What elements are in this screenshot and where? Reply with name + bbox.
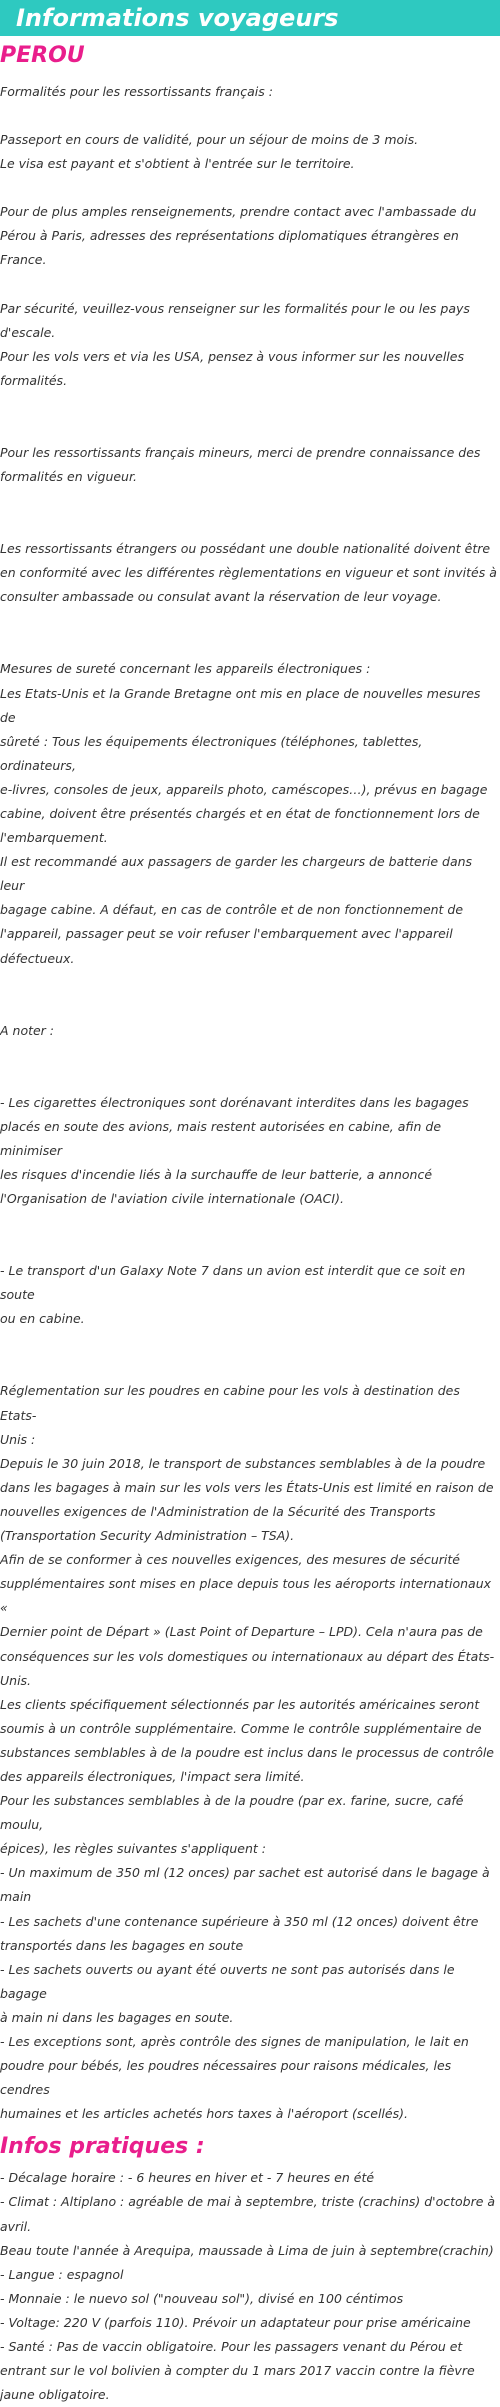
country-title: PEROU xyxy=(0,43,85,68)
spacer xyxy=(0,393,500,441)
passport-paragraph: Passeport en cours de validité, pour un séjour de moins de 3 mois. Le visa est payant et s'obtient à l'entrée sur le territoire. xyxy=(0,132,419,172)
spacer xyxy=(0,176,500,200)
header-banner xyxy=(0,0,500,36)
ecigarette-paragraph: - Les cigarettes électroniques sont dorénavant interdites dans les bagages placés en soute des avions, mais restent autorisées en cabine, afin de minimiser les risques d'incendie liés à la surchauffe de leur batterie, a annoncé l'Organisation de l'aviation civile internationale (OACI). xyxy=(0,1094,469,1207)
spacer xyxy=(0,273,500,297)
spacer xyxy=(0,489,500,537)
spacer xyxy=(0,1043,500,1091)
minors-paragraph: Pour les ressortissants français mineurs, merci de prendre connaissance des formalités en vigueur. xyxy=(0,444,481,485)
spacer xyxy=(0,609,500,657)
practical-info-list: - Décalage horaire : - 6 heures en hiver et - 7 heures en été - Climat : Altiplano : agréable de mai à septembre, triste (crachins) d'octobre à avril. Beau toute l'année à Arequipa, maussade à Lima de juin à septembre(crachin) - Langue : espagnol - Monnaie : le nuevo sol ("nouveau sol"), divisé en 100 céntimos - Voltage: 220 V (parfois 110). Prévoir un adaptateur pour prise américaine - Santé : Pas de vaccin obligatoire. Pour les passagers venant du Pérou et entrant sur le vol bolivien à compter du 1 mars 2017 vaccin contre la fièvre jaune obligatoire. xyxy=(0,2170,496,2403)
spacer xyxy=(0,1331,500,1379)
powder-regulation-paragraph: Réglementation sur les poudres en cabine pour les vols à destination des Etats- Unis : Depuis le 30 juin 2018, le transport de substances semblables à de la poudre dans les bagages à main sur les vols vers les États-Unis est limité en raison de nouvelles exigences de l'Administration de la Sécurité des Transports (Transportation Security Administration – TSA). Afin de se conformer à ces nouvelles exigences, des mesures de sécurité supplémentaires sont mises en place depuis tous les aéroports internationaux « Dernier point de Départ » (Last Point of Departure – LPD). Cela n'aura pas de conséquences sur les vols domestiques ou internationaux au départ des États- Unis. Les clients spécifiquement sélectionnés par les autorités américaines seront soumis à un contrôle supplémentaire. Comme le contrôle supplémentaire de substances semblables à de la poudre est inclus dans le processus de contrôle des appareils électroniques, l'impact sera limité. Pour les substances semblables à de la poudre (par ex. farine, sucre, café moulu, épices), les règles suivantes s'appliquent : - Un maximum de 350 ml (12 onces) par sachet est autorisé dans le bagage à main - Les sachets d'une contenance supérieure à 350 ml (12 onces) doivent être transportés dans les bagages en soute - Les sachets ouverts ou ayant été ouverts ne sont pas autorisés dans le bagage à main ni dans les bagages en soute. - Les exceptions sont, après contrôle des signes de manipulation, le lait en poudre pour bébés, les poudres nécessaires pour raisons médicales, les cendres humaines et les articles achetés hors taxes à l'aéroport (scellés). xyxy=(0,1383,495,2122)
content-body xyxy=(0,80,500,2407)
galaxy-note-paragraph: - Le transport d'un Galaxy Note 7 dans un avion est interdit que ce soit en soute ou en cabine. xyxy=(0,1263,466,1327)
stopover-paragraph: Par sécurité, veuillez-vous renseigner sur les formalités pour le ou les pays d'escale. Pour les vols vers et via les USA, pensez à vous informer sur les nouvelles formalités. xyxy=(0,300,470,388)
electronics-paragraph: Mesures de sureté concernant les appareils électroniques : Les Etats-Unis et la Grande Bretagne ont mis en place de nouvelles mesures de sûreté : Tous les équipements électroniques (téléphones, tablettes, ordinateurs, e-livres, consoles de jeux, appareils photo, caméscopes…), prévus en bagage cabine, doivent être présentés chargés et en état de fonctionnement lors de l'embarquement. Il est recommandé aux passagers de garder les chargeurs de batterie dans leur bagage cabine. A défaut, en cas de contrôle et de non fonctionnement de l'appareil, passager peut se voir refuser l'embarquement avec l'appareil défectueux. xyxy=(0,661,488,966)
note-heading: A noter : xyxy=(0,1022,55,1038)
embassy-paragraph: Pour de plus amples renseignements, prendre contact avec l'ambassade du Pérou à Paris, adresses des représentations diplomatiques étrangères en France. xyxy=(0,204,477,268)
spacer xyxy=(0,1211,500,1259)
formalities-heading: Formalités pour les ressortissants français : xyxy=(0,84,273,99)
foreign-nationals-paragraph: Les ressortissants étrangers ou possédant une double nationalité doivent être en conformité avec les différentes règlementations en vigueur et sont invités à consulter ambassade ou consulat avant la réservation de leur voyage. xyxy=(0,541,497,605)
spacer xyxy=(0,104,500,128)
practical-info-title: Infos pratiques : xyxy=(0,2134,205,2160)
banner-title: Informations voyageurs xyxy=(16,4,339,32)
spacer xyxy=(0,971,500,1019)
